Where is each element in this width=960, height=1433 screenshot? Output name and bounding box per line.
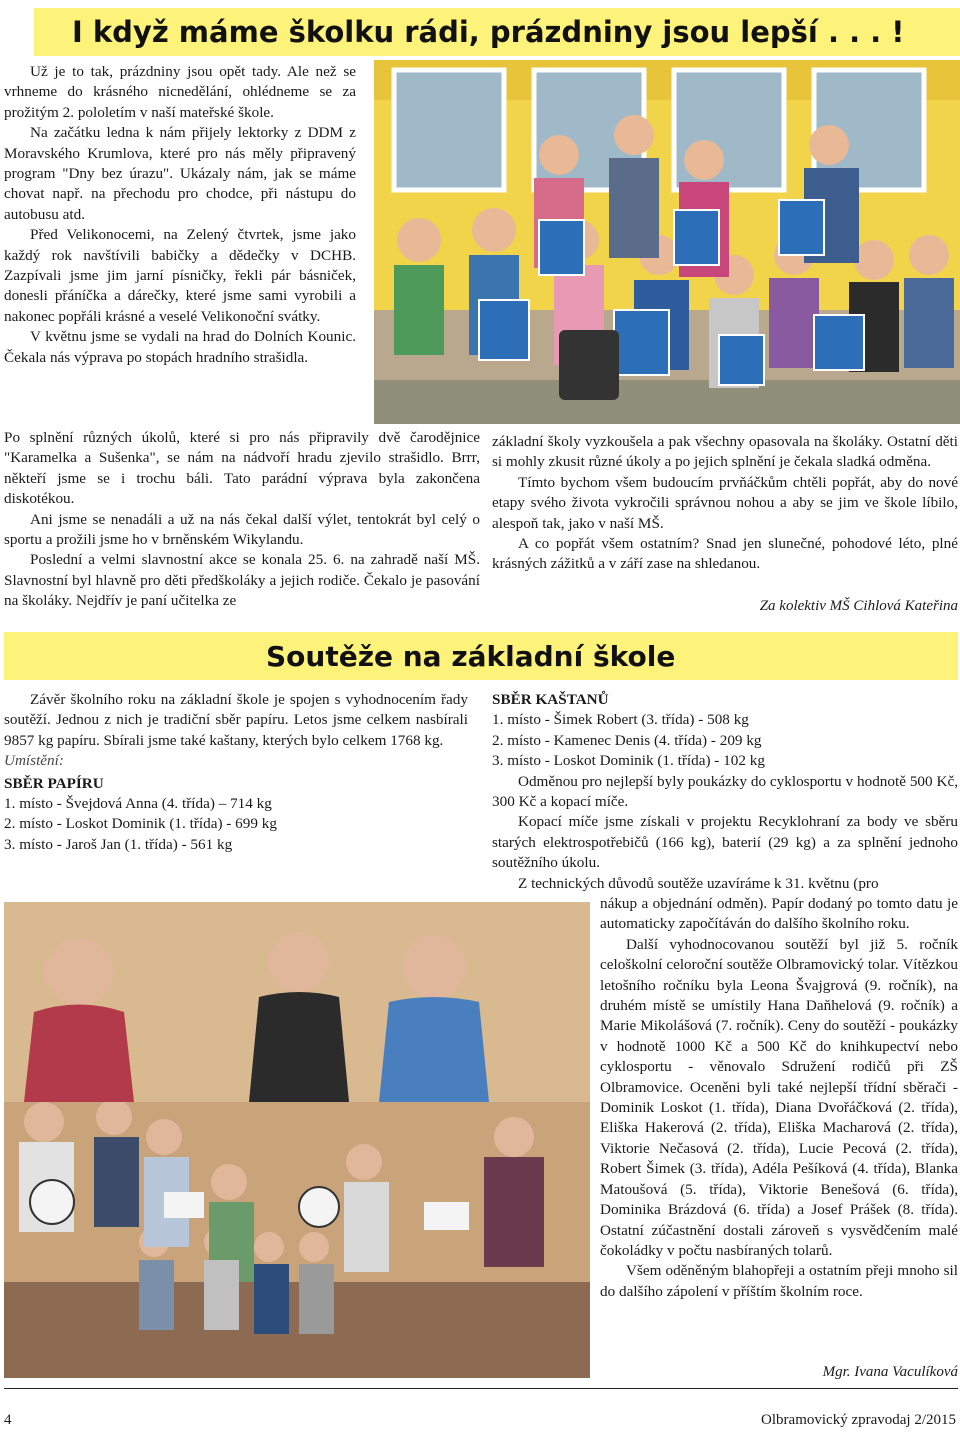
result-item: 3. místo - Jaroš Jan (1. třída) - 561 kg <box>4 835 233 853</box>
chestnut-collection-heading: SBĚR KAŠTANŮ <box>492 691 609 708</box>
paragraph: Po splnění různých úkolů, které si pro nás připravily dvě čarodějnice "Karamelka a Sušenka", se nám na nádvoří hradu zjevilo strašidlo. Brrr, někteří jsme se i trochu báli. Tato parádní výprava byla zakončena diskotékou. <box>4 429 480 508</box>
article-title: Soutěže na základní škole <box>266 640 676 673</box>
paragraph: Před Velikonocemi, na Zelený čtvrtek, jsme jako každý rok navštívili babičky a dědečky v DCHB. Zazpívali jsme jim jarní písničky, řekli pár básniček, donesli přáníčka a dárečky, které jsme sami vyrobili a nakonec popřáli krásné a veselé Velikonoční svátky. <box>4 226 356 325</box>
paragraph: základní školy vyzkoušela a pak všechny opasovala na školáky. Ostatní děti si mohly zkusit různé úkoly a po jejich splnění je čekala sladká odměna. <box>492 433 958 471</box>
paragraph: Poslední a velmi slavnostní akce se konala 25. 6. na zahradě naší MŠ. Slavnostní byl hlavně pro děti předškoláky a jejich rodiče. Čekalo je pasování na školáky. Nejdřív je paní učitelka ze <box>4 551 480 610</box>
paragraph: Ani jsme se nenadáli a už na nás čekal další výlet, tentokrát byl celý o sportu a prožili jsme ho v brněnském Wikylandu. <box>4 510 480 549</box>
placement-label: Umístění: <box>4 752 64 770</box>
paragraph: Další vyhodnocovanou soutěží byl již 5. ročník celoškolní celoroční soutěže Olbramovický tolar. Vítězkou letošního ročníku byla Leona Švajgrová (9. ročník), na druhém místě se umístily Hana Daňhelová (9. ročník) a Marie Mikolášová (7. ročník). Ceny do soutěží - poukázky v hodnotě 1000 Kč a 500 Kč do knihkupectví nebo cyklosportu - věnovalo Sdružení rodičů při ZŠ Olbramovice. Oceněni byli také nejlepší třídní sběrači - Dominik Loskot (1. třída), Diana Dvořáčková (2. třída), Eliška Hakerová (2. třída), Eliška Macharová (2. třída), Viktorie Nečasová (2. třída), Lucie Pecová (2. třída), Robert Šimek (3. třída), Adéla Pešíková (4. třída), Blanka Matoušová (5. třída), Viktorie Benešová (6. třída), Dominika Brázdová (6. třída) a Josef Prášek (8. třída). Ostatní zúčastnění dostali zároveň s vysvědčením malé čokoládky v počtu nasbíraných tolarů. <box>600 935 958 1259</box>
school-ceremony-photo <box>4 902 590 1378</box>
competition-narrow-column <box>600 894 958 1302</box>
paper-collection-heading: SBĚR PAPÍRU <box>4 774 104 792</box>
result-item: 1. místo - Šimek Robert (3. třída) - 508 kg <box>492 711 749 729</box>
competition-intro <box>4 690 468 855</box>
article-body-left <box>4 62 356 368</box>
article-title: I když máme školku rádi, prázdniny jsou lepší . . . ! <box>72 15 905 49</box>
article-signature: Mgr. Ivana Vaculíková <box>822 1364 958 1380</box>
result-item: 1. místo - Švejdová Anna (4. třída) – 714 kg <box>4 795 272 813</box>
article-signature: Za kolektiv MŠ Cihlová Kateřina <box>759 598 958 614</box>
result-item: 3. místo - Loskot Dominik (1. třída) - 102 kg <box>492 752 765 770</box>
paragraph: V květnu jsme se vydali na hrad do Dolních Kounic. Čekala nás výprava po stopách hradního strašidla. <box>4 328 356 366</box>
paragraph: nákup a objednání odměn). Papír dodaný po tomto datu je automaticky započítáván do dalšího školního roku. <box>600 895 958 933</box>
paragraph: A co popřát všem ostatním? Snad jen slunečné, pohodové léto, plné krásných zážitků a v září zase na shledanou. <box>492 535 958 573</box>
footer-rule <box>4 1388 958 1389</box>
paragraph: Odměnou pro nejlepší byly poukázky do cyklosportu v hodnotě 500 Kč, 300 Kč a kopací míče. <box>492 772 958 811</box>
paragraph: Všem oděněným blahopřeji a ostatním přeji mnoho sil do dalšího zápolení v příštím školním roce. <box>600 1262 958 1300</box>
page-number: 4 <box>4 1412 12 1428</box>
paragraph: Závěr školního roku na základní škole je spojen s vyhodnocením řady soutěží. Jednou z nich je tradiční sběr papíru. Letos jsme celkem nasbírali 9857 kg papíru. Sbírali jsme také kaštany, kterých bylo celkem 1768 kg. <box>4 691 468 749</box>
article-body-wide <box>4 428 480 612</box>
kindergarten-group-photo <box>374 60 960 424</box>
article-body-right <box>492 432 958 575</box>
paragraph: Kopací míče jsme získali v projektu Recyklohraní za body ve sběru starých elektrospotřebičů (166 kg), baterií (29 kg) a za splnění jednoho soutěžního úkolu. <box>492 813 958 872</box>
publication-name: Olbramovický zpravodaj 2/2015 <box>761 1412 956 1428</box>
paragraph: Z technických důvodů soutěže uzavíráme k 31. květnu (pro <box>518 874 879 892</box>
result-item: 2. místo - Kamenec Denis (4. třída) - 209 kg <box>492 731 762 749</box>
paragraph: Tímto bychom všem budoucím prvňáčkům chtěli popřát, aby do nové etapy svého života vykročili správnou nohou a aby se jim ve škole líbilo, alespoň tak, jako v naší MŠ. <box>492 473 958 532</box>
paragraph: Už je to tak, prázdniny jsou opět tady. Ale než se vrhneme do krásného nicnedělání, ohlédneme se za prožitým 2. pololetím v naší mateřské škole. <box>4 63 356 121</box>
result-item: 2. místo - Loskot Dominik (1. třída) - 699 kg <box>4 815 277 833</box>
competition-right-column <box>492 690 958 894</box>
paragraph: Na začátku ledna k nám přijely lektorky z DDM z Moravského Krumlova, které pro nás měly připravený program "Dny bez úrazu". Ukázaly nám, jak se máme chovat např. na přechodu pro chodce, při nástupu do autobusu atd. <box>4 124 356 223</box>
